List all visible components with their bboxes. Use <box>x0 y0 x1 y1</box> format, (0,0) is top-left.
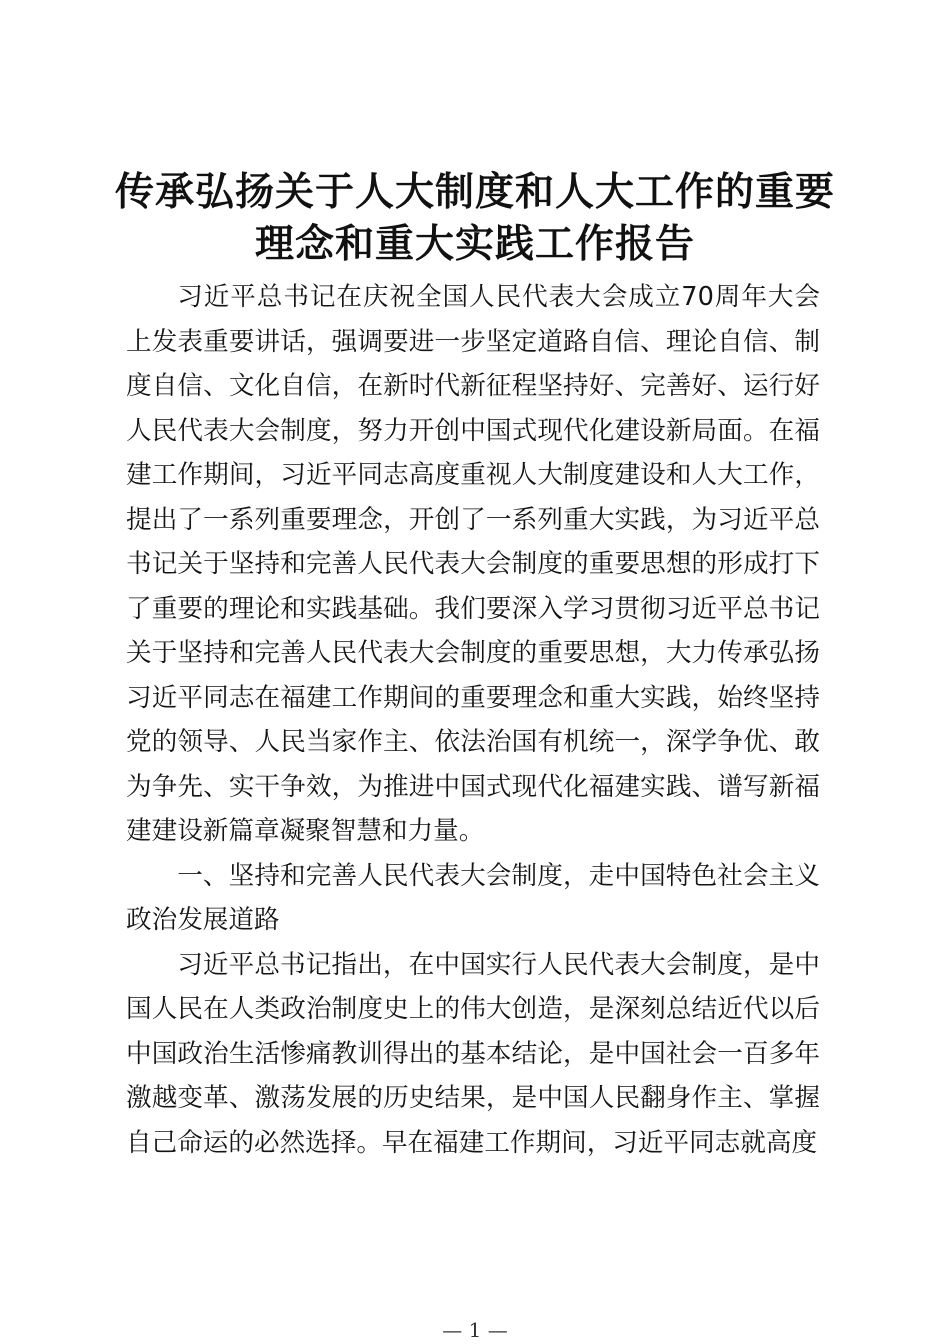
section-heading: 一、坚持和完善人民代表大会制度，走中国特色社会主义政治发展道路 <box>126 860 820 935</box>
section-paragraph: 习近平总书记指出，在中国实行人民代表大会制度，是中国人民在人类政治制度史上的伟大创造，是深刻总结近代以后中国政治生活惨痛教训得出的基本结论，是中国社会一百多年激越变革、激荡发展的历史结果，是中国人民翻身作主、掌握自己命运的必然选择。早在福建工作期间，习近平同志就高度 <box>126 949 820 1158</box>
page-number: — 1 — <box>442 1318 508 1342</box>
document-title: 传承弘扬关于人大制度和人大工作的重要理念和重大实践工作报告 <box>115 169 836 267</box>
document-body <box>126 275 820 1165</box>
intro-paragraph: 习近平总书记在庆祝全国人民代表大会成立70周年大会上发表重要讲话，强调要进一步坚定道路自信、理论自信、制度自信、文化自信，在新时代新征程坚持好、完善好、运行好人民代表大会制度，努力开创中国式现代化建设新局面。在福建工作期间，习近平同志高度重视人大制度建设和人大工作，提出了一系列重要理念，开创了一系列重大实践，为习近平总书记关于坚持和完善人民代表大会制度的重要思想的形成打下了重要的理论和实践基础。我们要深入学习贯彻习近平总书记关于坚持和完善人民代表大会制度的重要思想，大力传承弘扬习近平同志在福建工作期间的重要理念和重大实践，始终坚持党的领导、人民当家作主、依法治国有机统一，深学争优、敢为争先、实干争效，为推进中国式现代化福建实践、谱写新福建建设新篇章凝聚智慧和力量。 <box>126 282 820 846</box>
